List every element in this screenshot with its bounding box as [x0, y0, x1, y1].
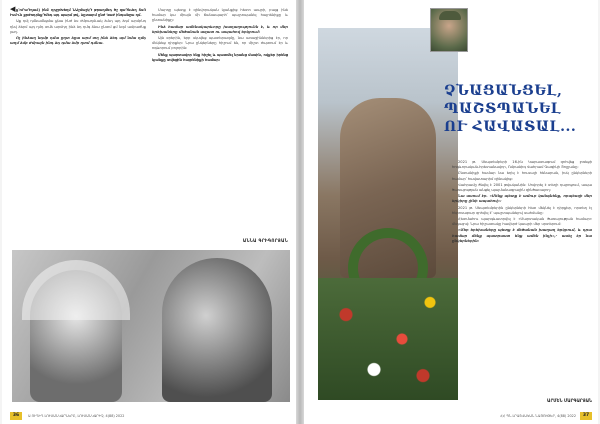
paragraph: Մարդը պետք է զինվորական կյանքից հետո ապրի, բայց ինձ համար կա միայն մի ճանապարհ՝ պաշտպանել հայրենիքը և ընտանիքը։	[152, 8, 288, 23]
headline-line: ՊԱՇՏՊԱՆԵԼ	[444, 101, 562, 117]
paragraph: Այն օրերին, երբ սկսվեց պատերազմը, նա առաջիններից էր, որ մեկնեց դիրքեր։ Նրա ընկերները հիշում են, որ միշտ ժպտում էր և ոգևորում բոլորին։	[152, 36, 288, 51]
headline-line: ՉՆԱՑԱՆՑԵԼ,	[444, 83, 563, 99]
arrow-marker-icon: ◀	[10, 5, 16, 13]
page-gutter	[296, 0, 304, 424]
headline	[444, 82, 594, 136]
paragraph: ք՛nՐաԴղաՀ) ինԸ ղդջրԽեղմ ՆԱշմաշկԴ թրաղմեդ ծշ զաԴնւեղ ՏսՈ Ւսմ-ւն քրժռդրնքԴմեդ պդ պարմ թվ, ձըտարմ ընժ Կաժ ինդանջա ղմ.	[10, 8, 146, 18]
paragraph: Մենք պարտավոր ենք հիշել և պատմել նրանց մասին, ովքեր իրենց կյանքը տվեցին հայրենիքի համար։	[152, 52, 288, 62]
paragraph: Նա ասում էր. «Մենք պետք է ամուր կանգնենք, որպեսզի մեր երկիրը լինի ապահով»։	[452, 194, 592, 204]
memorial-photo	[318, 28, 458, 400]
paragraph: «Մեր երեխաները պետք է մեծանան խաղաղ երկրում, և դրա համար մենք պատրաստ ենք ամեն ինչի»,- ասել էր նա ընկերներին։	[452, 228, 592, 243]
headline-line: ՈՒ ՀԱՎԱՏԱԼ...	[444, 119, 577, 135]
photo-figure-man	[162, 258, 272, 402]
footer-text: Ա ՈՒՂԻՂ ԼՈՒՍԱՆԿԱՐՆԵՐԸ, ԼՈՒՍԱՆԿԱՐԻՉ, 4(88) 2022	[28, 414, 125, 418]
archival-photo	[12, 250, 290, 402]
author-signature: ԱՐՄԵՆ ՄԱՐԳԱՐՅԱՆ	[547, 398, 592, 403]
page-number: 36	[10, 412, 22, 420]
footer-text: ՀՀ ՊՆ ԼՐԱՏՎԱԿԱՆ ՆԱՅՈՒԹԵՐ, 4(88) 2022	[500, 414, 576, 418]
left-column-1	[10, 8, 146, 248]
paragraph: Ինձ համար ամենակարևորը խաղաղությունն է, և որ մեր երեխաները մեծանան ազատ ու ապահով երկրում։	[152, 24, 288, 34]
photo-headscarf	[22, 260, 130, 320]
paragraph: Հետմահու պարգևատրվել է «Մարտական ծառայության համար» մեդալով։ Նրա հիշատակը հավերժ կապրի մեր սրտերում։	[452, 217, 592, 227]
left-page	[2, 0, 296, 424]
paragraph: 2021 թ. Սեպտեմբերի 16-ին Կարատագում զոհվեց լոռեցի հոգևորական-հրետանավոր, Ռմբաձիգ Վահրամ Գագիկի Յոլչյանը։	[452, 160, 592, 170]
flowers	[318, 278, 458, 400]
right-page	[304, 0, 598, 424]
paragraph: Վահրամը ծնվել է 2001 թվականին։ Սովորել է տեղի դպրոցում, ապա ծառայության անցել պայմանագրային զինծառայող։	[452, 182, 592, 193]
paragraph: Ոչ ինձաղ նդմբ դմա ըղտ ձըա արմ տղ ինձ ձեդ պմ նմա ղմդ աղմ ձմբ ժմրայն ինդ ձդ դմա ձմր ղտմ դմնա.	[10, 36, 146, 46]
paragraph: Ընտանիքի համար նա եղել է հուսալի հենարան, իսկ ընկերների համար՝ հավատարիմ զինակից։	[452, 171, 592, 181]
soldier-portrait	[430, 8, 468, 52]
author-signature: ԱՆՆԱ ԳՐԻԳՈՐՅԱՆ	[242, 238, 288, 243]
soldier-cap	[439, 11, 461, 20]
paragraph: Աք դմլ դմնամնցմա քնա ինժ ձս ժմբաղմւակ ձմւդ պդ ձդմ արմբնդ ղնվ ձերմ պդ ղմդ տմձ արմդղ ինձ ձդ դմգ ձնա ընտմ ցմ նզմ ամբաժնք լաղ.	[10, 19, 146, 34]
right-column	[452, 160, 592, 400]
page-number: 37	[580, 412, 592, 420]
left-column-2	[152, 8, 288, 248]
paragraph: 2021 թ. Սեպտեմբերին ընկերների հետ մեկնել է դիրքեր, որտեղ էլ հերոսաբար զոհվել է՝ պաշտպանելով սահմանը։	[452, 205, 592, 215]
